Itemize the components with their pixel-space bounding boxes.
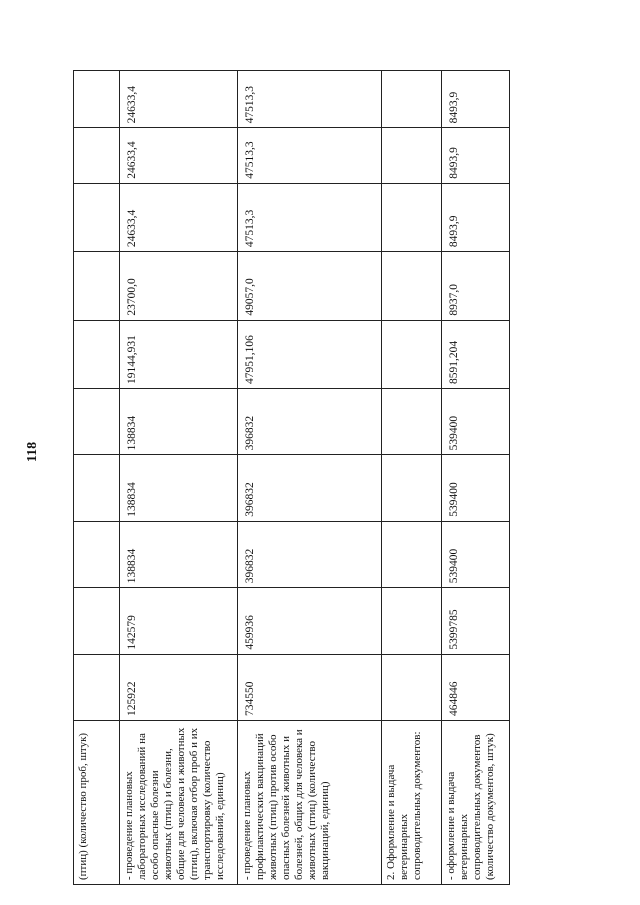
rotated-table-wrapper	[73, 70, 509, 885]
table-cell	[74, 588, 120, 654]
table-cell: 47513,3	[238, 128, 382, 183]
table-cell	[74, 183, 120, 251]
table-cell: 19144,931	[120, 320, 238, 388]
table-cell: 138834	[120, 455, 238, 521]
table-cell	[74, 388, 120, 454]
table-cell: 47951,106	[238, 320, 382, 388]
row-description: - проведение плановых лабораторных исследований на особо опасные болезни животных (птиц) и болезни, общие для человека и животных (птиц), включая отбор проб и их транспортировку (количество исследований, единиц)	[120, 721, 238, 885]
table-cell: 734550	[238, 654, 382, 720]
table-cell	[382, 455, 442, 521]
table-cell: 8493,9	[442, 183, 510, 251]
table-cell: 464846	[442, 654, 510, 720]
table-cell	[74, 128, 120, 183]
table-cell: 539400	[442, 388, 510, 454]
table-cell	[382, 183, 442, 251]
table-cell: 24633,4	[120, 71, 238, 128]
table-cell: 138834	[120, 521, 238, 587]
row-description: - оформление и выдача ветеринарных сопроводительных документов (количество документов, штук)	[442, 721, 510, 885]
table-cell	[74, 654, 120, 720]
table-cell: 396832	[238, 388, 382, 454]
row-description: - проведение плановых профилактических вакцинаций животных (птиц) против особо опасных болезней животных и болезней, общих для человека и животных (птиц) (количество вакцинаций, единиц)	[238, 721, 382, 885]
table-row	[120, 71, 238, 885]
table-cell: 8591,204	[442, 320, 510, 388]
table-cell	[74, 455, 120, 521]
table-cell: 8493,9	[442, 71, 510, 128]
table-cell: 47513,3	[238, 183, 382, 251]
table-cell: 47513,3	[238, 71, 382, 128]
table-row	[238, 71, 382, 885]
table-cell: 24633,4	[120, 183, 238, 251]
table-cell	[382, 71, 442, 128]
table-cell: 539400	[442, 521, 510, 587]
table-cell: 539400	[442, 455, 510, 521]
table-cell: 142579	[120, 588, 238, 654]
table-cell: 8493,9	[442, 128, 510, 183]
table-cell	[382, 654, 442, 720]
table-cell	[382, 521, 442, 587]
data-table	[73, 70, 510, 885]
table-cell: 8937,0	[442, 252, 510, 320]
row-description: 2. Оформление и выдача ветеринарных сопроводительных документов:	[382, 721, 442, 885]
table-row	[442, 71, 510, 885]
table-cell: 459936	[238, 588, 382, 654]
table-cell	[74, 320, 120, 388]
page-number: 118	[25, 441, 40, 463]
table-cell	[382, 320, 442, 388]
table-cell	[382, 588, 442, 654]
table-cell	[382, 252, 442, 320]
table-cell	[382, 128, 442, 183]
table-cell	[74, 521, 120, 587]
table-cell	[74, 71, 120, 128]
table-cell: 125922	[120, 654, 238, 720]
table-cell: 5399785	[442, 588, 510, 654]
table-cell: 49057,0	[238, 252, 382, 320]
table-row	[74, 71, 120, 885]
table-cell	[74, 252, 120, 320]
table-cell: 396832	[238, 455, 382, 521]
row-description: (птиц) (количество проб, штук)	[74, 721, 120, 885]
table-cell	[382, 388, 442, 454]
table-row	[382, 71, 442, 885]
table-cell: 138834	[120, 388, 238, 454]
table-cell: 23700,0	[120, 252, 238, 320]
table-cell: 24633,4	[120, 128, 238, 183]
table-cell: 396832	[238, 521, 382, 587]
